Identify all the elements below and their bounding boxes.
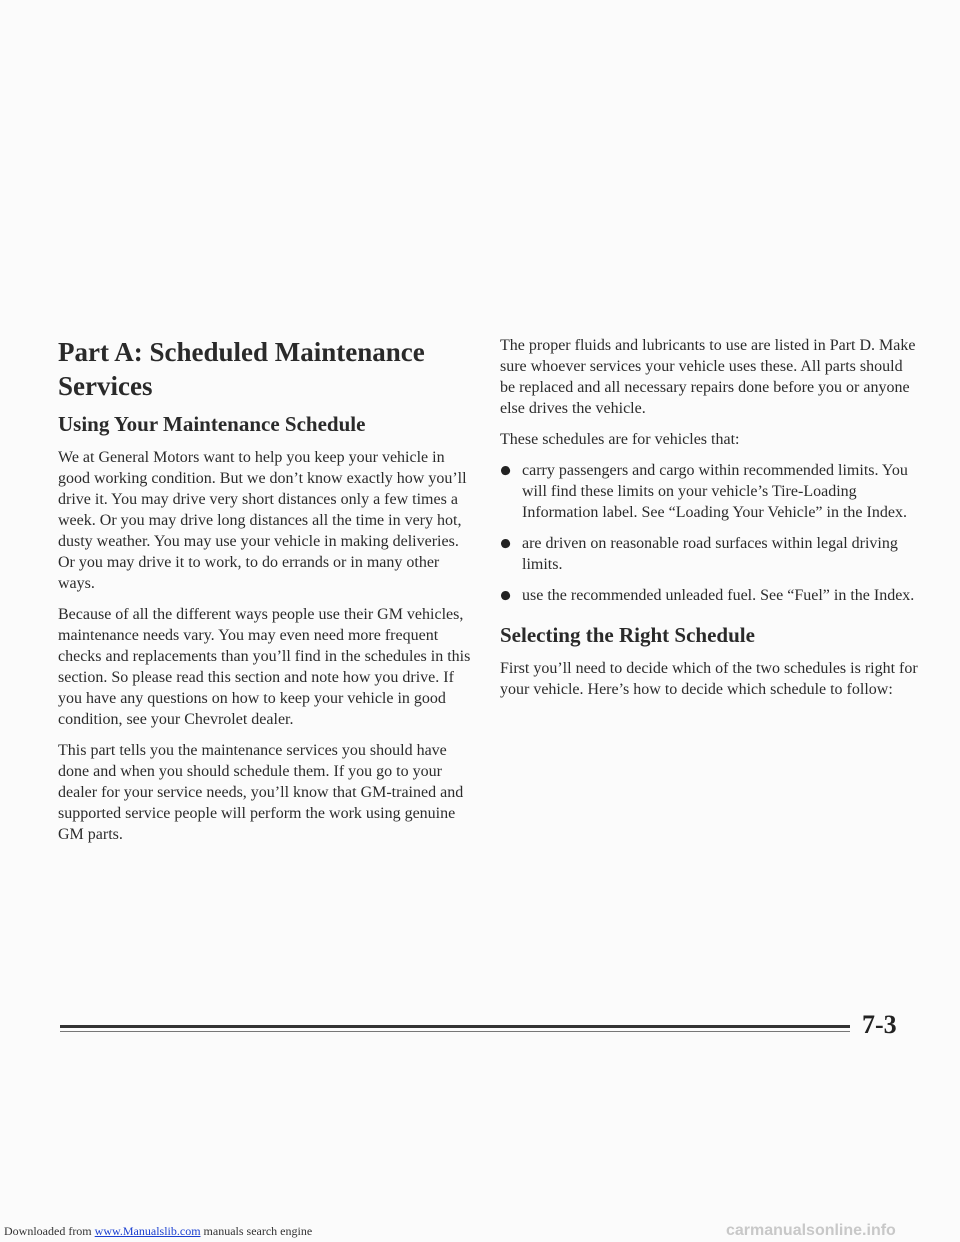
bullet-icon: [500, 590, 512, 602]
section-subtitle: Using Your Maintenance Schedule: [58, 412, 366, 436]
list-item-text: use the recommended unleaded fuel. See “Fuel” in the Index.: [522, 587, 915, 604]
paragraph: First you’ll need to decide which of the two schedules is right for your vehicle. Here’s how to decide which schedule to follow:: [500, 660, 918, 698]
list-item: [500, 585, 920, 606]
section-title: Part A: Scheduled Maintenance Services: [58, 337, 425, 401]
vehicle-conditions-list: [500, 460, 920, 606]
paragraph: These schedules are for vehicles that:: [500, 431, 740, 448]
list-item: [500, 533, 920, 575]
bullet-icon: [500, 465, 512, 477]
left-column: [58, 335, 478, 855]
right-column: [500, 335, 920, 710]
footer-rule-thin: [60, 1031, 850, 1032]
section-subtitle: Selecting the Right Schedule: [500, 623, 755, 647]
paragraph: The proper fluids and lubricants to use are listed in Part D. Make sure whoever services your vehicle uses these. All parts should be replaced and all necessary repairs done before you or anyone else drives the vehicle.: [500, 337, 916, 417]
list-item-text: carry passengers and cargo within recommended limits. You will find these limits on your vehicle’s Tire-Loading Information label. See “Loading Your Vehicle” in the Index.: [522, 462, 908, 521]
paragraph: Because of all the different ways people use their GM vehicles, maintenance needs vary. You may even need more frequent checks and replacements than you’ll find in the schedules in this section. So please read this section and note how you drive. If you have any questions on how to keep your vehicle in good condition, see your Chevrolet dealer.: [58, 606, 471, 728]
list-item: [500, 460, 920, 523]
footer-rule: [60, 1025, 850, 1035]
list-item-text: are driven on reasonable road surfaces within legal driving limits.: [522, 535, 898, 573]
banner-prefix: Downloaded from: [4, 1224, 95, 1238]
footer-rule-thick: [60, 1025, 850, 1028]
watermark: carmanualsonline.info: [726, 1222, 896, 1239]
manualslib-link[interactable]: www.Manualslib.com: [94, 1224, 201, 1238]
bullet-icon: [500, 538, 512, 550]
paragraph: This part tells you the maintenance services you should have done and when you should schedule them. If you go to your dealer for your service needs, you’ll know that GM-trained and supported service people will perform the work using genuine GM parts.: [58, 742, 464, 843]
banner-suffix: manuals search engine: [200, 1224, 313, 1238]
page-number: 7-3: [862, 1010, 897, 1039]
download-banner: [4, 1224, 312, 1239]
paragraph: We at General Motors want to help you keep your vehicle in good working condition. But we don’t know exactly how you’ll drive it. You may drive very short distances only a few times a week. Or you may drive long distances all the time in very hot, dusty weather. You may use your vehicle in making deliveries. Or you may drive it to work, to do errands or in many other ways.: [58, 449, 467, 592]
